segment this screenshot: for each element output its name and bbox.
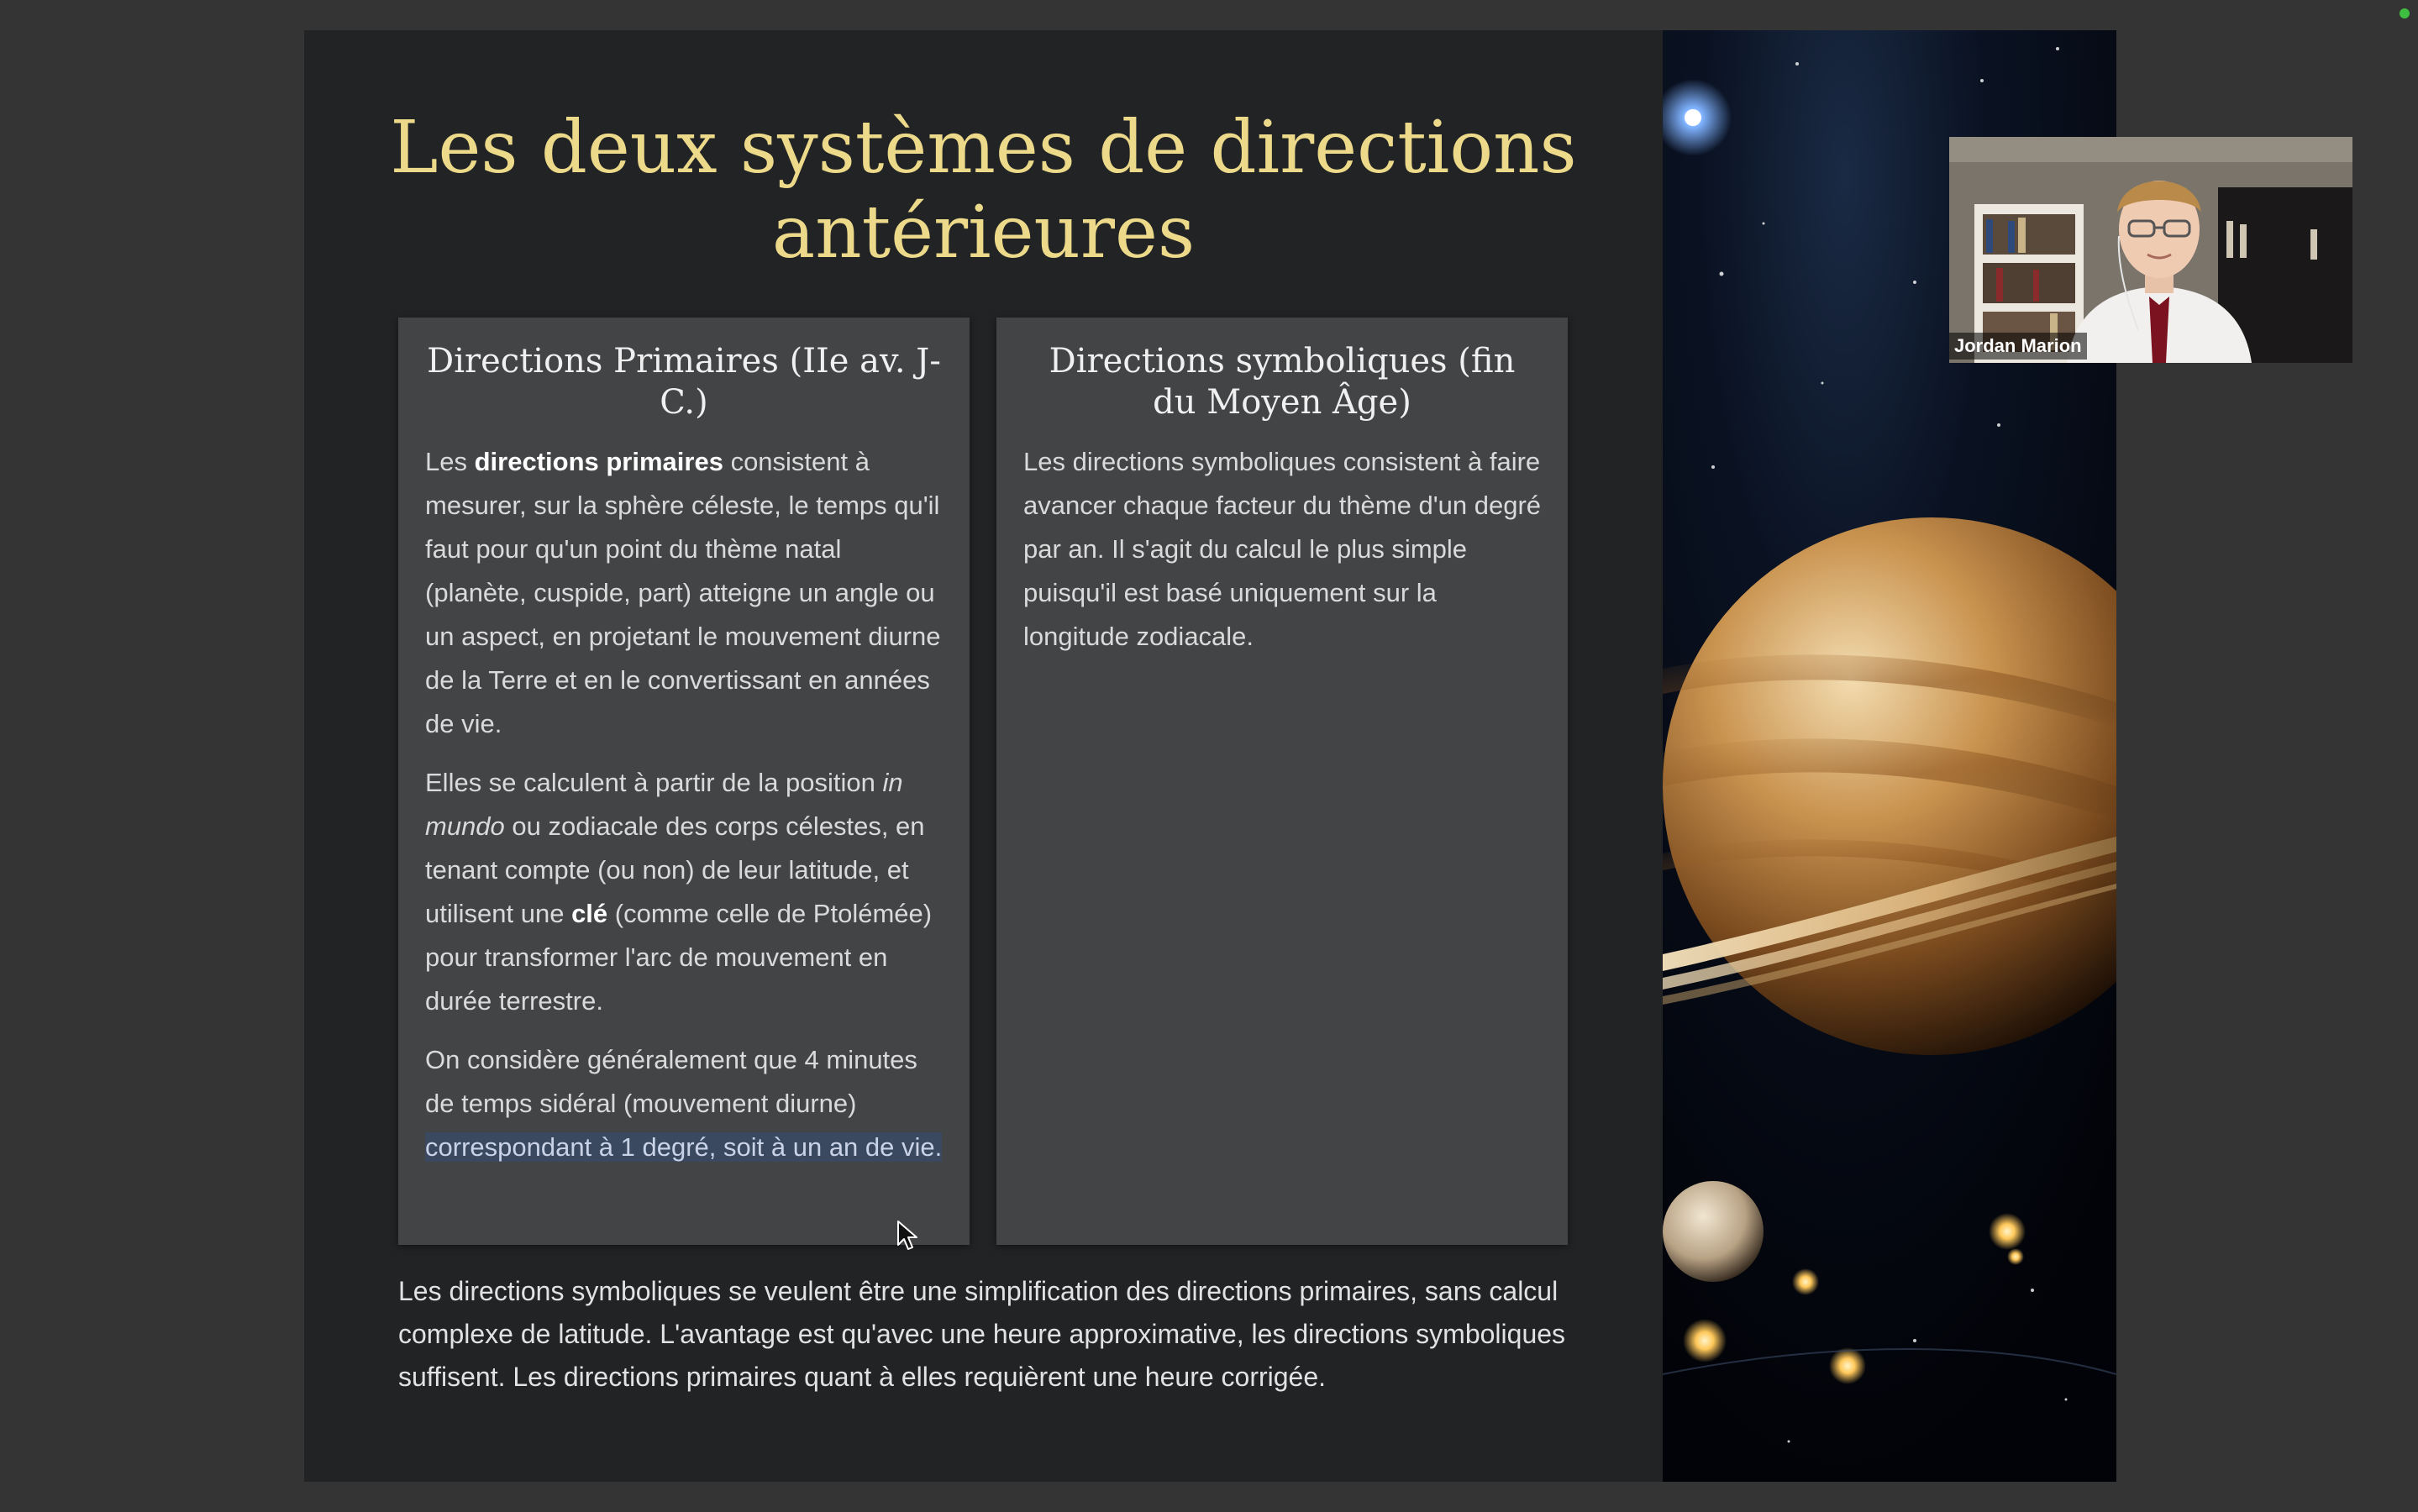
bold-term: directions primaires: [474, 447, 723, 476]
text-run: Elles se calculent à partir de la position: [425, 768, 883, 797]
italic-term: in mundo: [425, 768, 903, 841]
status-dot-icon: [2400, 8, 2410, 18]
participant-video-feed: [1949, 137, 2352, 363]
text-run: consistent à mesurer, sur la sphère céleste, le temps qu'il faut pour qu'un point du thème natal (planète, cuspide, part) atteigne un angle ou un aspect, en projetant le mouvement diurne de la Terre et en le convertissant en années de vie.: [425, 447, 941, 738]
card-primary-directions: [398, 318, 970, 1245]
bold-term: clé: [571, 899, 608, 928]
mouse-pointer-icon: [896, 1220, 921, 1253]
card-primary-title: Directions Primaires (IIe av. J-C.): [427, 342, 941, 422]
card-primary-paragraph-1: [425, 440, 943, 746]
card-symbolic-paragraph-1: Les directions symboliques consistent à faire avancer chaque facteur du thème d'un degré par an. Il s'agit du calcul le plus simple puisqu'il est basé uniquement sur la longitude zodiacale.: [1023, 447, 1542, 651]
text-run: Les: [425, 447, 475, 476]
card-symbolic-directions: [996, 318, 1568, 1245]
slide-footer-text: Les directions symboliques se veulent être une simplification des directions primaires, sans calcul complexe de latitude. L'avantage est qu'avec une heure approximative, les directions symboliques suffisent. Les directions primaires quant à elles requièrent une heure corrigée.: [398, 1276, 1566, 1392]
participant-video-tile[interactable]: [1949, 137, 2352, 363]
participant-name-label: Jordan Marion: [1949, 333, 2087, 360]
text-run: On considère généralement que 4 minutes de temps sidéral (mouvement diurne): [425, 1045, 917, 1118]
selected-text[interactable]: correspondant à 1 degré, soit à un an de vie.: [425, 1132, 943, 1162]
card-symbolic-title: Directions symboliques (fin du Moyen Âge): [1049, 342, 1516, 422]
presentation-slide: [304, 30, 2116, 1482]
slide-text-area: [304, 30, 1663, 1482]
card-primary-paragraph-3: [425, 1038, 943, 1169]
slide-title: Les deux systèmes de directions antérieures: [390, 106, 1577, 275]
text-run: ou zodiacale des corps célestes, en tenant compte (ou non) de leur latitude, et utilisent une: [425, 811, 925, 928]
card-primary-paragraph-2: [425, 761, 943, 1023]
text-run: (comme celle de Ptolémée) pour transformer l'arc de mouvement en durée terrestre.: [425, 899, 933, 1016]
